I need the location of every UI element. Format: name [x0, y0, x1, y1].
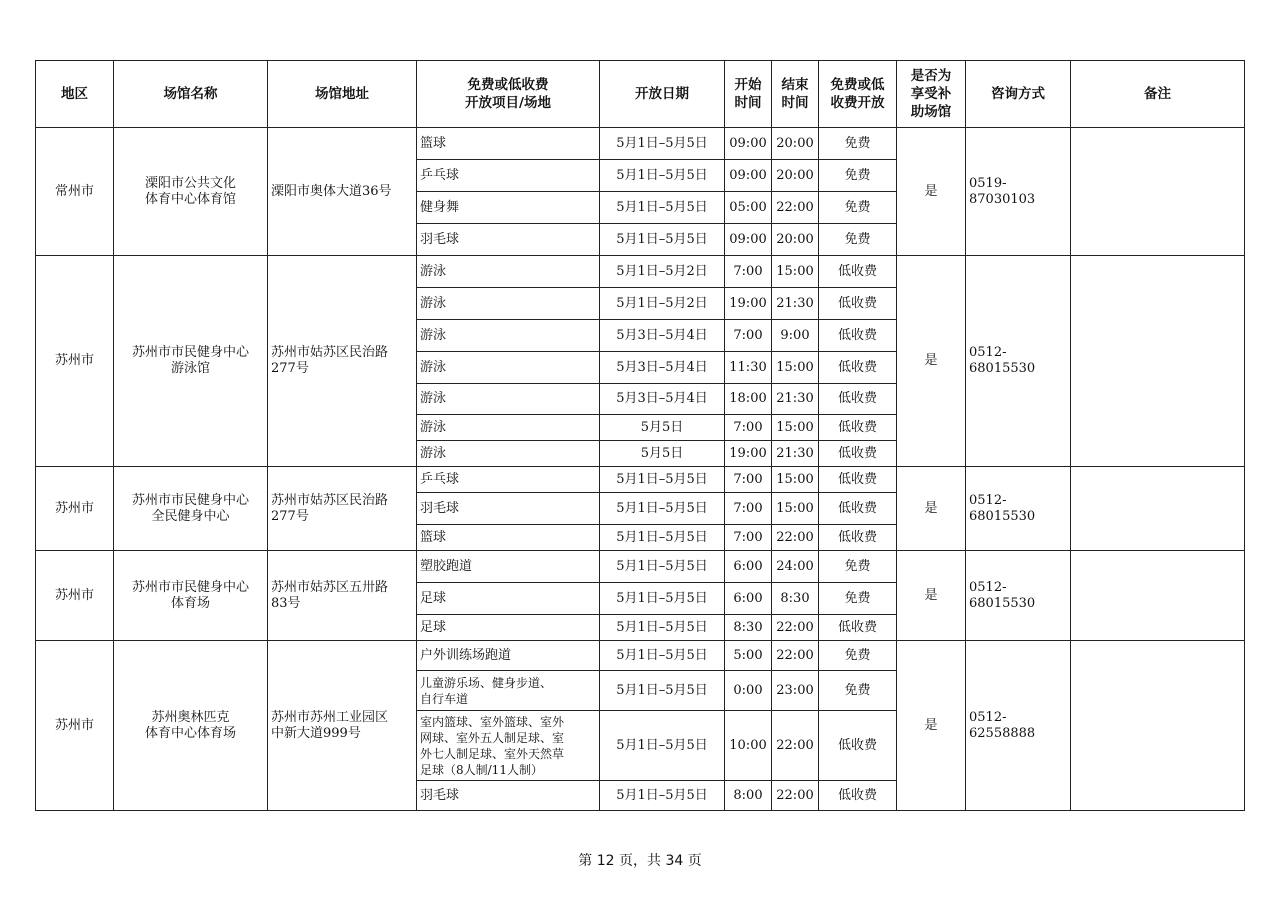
note-cell — [1071, 641, 1245, 811]
date-cell: 5月1日–5月2日 — [600, 288, 725, 320]
start-time-cell: 18:00 — [725, 384, 772, 415]
venue-address-cell: 苏州市苏州工业园区 中新大道999号 — [268, 641, 417, 811]
item-cell: 足球 — [417, 615, 600, 641]
end-time-cell: 22:00 — [772, 641, 819, 671]
subsidized-cell: 是 — [897, 641, 966, 811]
date-cell: 5月1日–5月5日 — [600, 641, 725, 671]
header-start: 开始 时间 — [725, 61, 772, 128]
contact-cell: 0512-68015530 — [966, 256, 1071, 467]
header-address: 场馆地址 — [268, 61, 417, 128]
end-time-cell: 20:00 — [772, 224, 819, 256]
fee-type-cell: 免费 — [819, 583, 897, 615]
fee-type-cell: 低收费 — [819, 384, 897, 415]
header-contact: 咨询方式 — [966, 61, 1071, 128]
item-cell: 羽毛球 — [417, 224, 600, 256]
end-time-cell: 23:00 — [772, 671, 819, 711]
start-time-cell: 5:00 — [725, 641, 772, 671]
subsidized-cell: 是 — [897, 467, 966, 551]
note-cell — [1071, 256, 1245, 467]
table-row — [36, 128, 1245, 160]
item-cell: 游泳 — [417, 415, 600, 441]
venue-address-cell: 苏州市姑苏区民治路 277号 — [268, 467, 417, 551]
item-cell: 室内篮球、室外篮球、室外 网球、室外五人制足球、室 外七人制足球、室外天然草 足球（8人制/11人制） — [417, 711, 600, 781]
venue-name-cell: 苏州市市民健身中心 全民健身中心 — [114, 467, 268, 551]
fee-type-cell: 低收费 — [819, 415, 897, 441]
item-cell: 乒乓球 — [417, 160, 600, 192]
date-cell: 5月1日–5月5日 — [600, 525, 725, 551]
start-time-cell: 10:00 — [725, 711, 772, 781]
start-time-cell: 7:00 — [725, 525, 772, 551]
header-region: 地区 — [36, 61, 114, 128]
fee-type-cell: 低收费 — [819, 256, 897, 288]
end-time-cell: 15:00 — [772, 352, 819, 384]
end-time-cell: 22:00 — [772, 192, 819, 224]
header-row — [36, 61, 1245, 128]
region-cell: 苏州市 — [36, 256, 114, 467]
subsidized-cell: 是 — [897, 128, 966, 256]
date-cell: 5月1日–5月5日 — [600, 781, 725, 811]
header-fee: 免费或低 收费开放 — [819, 61, 897, 128]
page-footer: 第 12 页，共 34 页 — [578, 853, 702, 869]
header-item: 免费或低收费 开放项目/场地 — [417, 61, 600, 128]
venue-table — [35, 60, 1245, 811]
venue-name-cell: 苏州奥林匹克 体育中心体育场 — [114, 641, 268, 811]
region-cell: 苏州市 — [36, 551, 114, 641]
end-time-cell: 8:30 — [772, 583, 819, 615]
start-time-cell: 05:00 — [725, 192, 772, 224]
start-time-cell: 7:00 — [725, 467, 772, 493]
fee-type-cell: 免费 — [819, 551, 897, 583]
region-cell: 苏州市 — [36, 467, 114, 551]
contact-cell: 0519-87030103 — [966, 128, 1071, 256]
start-time-cell: 19:00 — [725, 288, 772, 320]
header-note: 备注 — [1071, 61, 1245, 128]
date-cell: 5月1日–5月2日 — [600, 256, 725, 288]
note-cell — [1071, 467, 1245, 551]
venue-address-cell: 苏州市姑苏区五卅路 83号 — [268, 551, 417, 641]
item-cell: 健身舞 — [417, 192, 600, 224]
table-row — [36, 467, 1245, 493]
end-time-cell: 20:00 — [772, 128, 819, 160]
item-cell: 游泳 — [417, 441, 600, 467]
end-time-cell: 15:00 — [772, 467, 819, 493]
date-cell: 5月3日–5月4日 — [600, 320, 725, 352]
date-cell: 5月1日–5月5日 — [600, 128, 725, 160]
fee-type-cell: 低收费 — [819, 615, 897, 641]
start-time-cell: 7:00 — [725, 493, 772, 525]
venue-name-cell: 溧阳市公共文化 体育中心体育馆 — [114, 128, 268, 256]
item-cell: 羽毛球 — [417, 781, 600, 811]
end-time-cell: 22:00 — [772, 525, 819, 551]
start-time-cell: 11:30 — [725, 352, 772, 384]
header-subsidized: 是否为 享受补 助场馆 — [897, 61, 966, 128]
item-cell: 儿童游乐场、健身步道、 自行车道 — [417, 671, 600, 711]
date-cell: 5月1日–5月5日 — [600, 192, 725, 224]
fee-type-cell: 低收费 — [819, 525, 897, 551]
item-cell: 篮球 — [417, 525, 600, 551]
fee-type-cell: 低收费 — [819, 441, 897, 467]
date-cell: 5月5日 — [600, 441, 725, 467]
item-cell: 塑胶跑道 — [417, 551, 600, 583]
item-cell: 游泳 — [417, 288, 600, 320]
date-cell: 5月1日–5月5日 — [600, 551, 725, 583]
end-time-cell: 24:00 — [772, 551, 819, 583]
note-cell — [1071, 551, 1245, 641]
start-time-cell: 09:00 — [725, 160, 772, 192]
contact-cell: 0512-68015530 — [966, 467, 1071, 551]
fee-type-cell: 低收费 — [819, 288, 897, 320]
venue-name-cell: 苏州市市民健身中心 体育场 — [114, 551, 268, 641]
contact-cell: 0512-68015530 — [966, 551, 1071, 641]
table-row — [36, 551, 1245, 583]
item-cell: 篮球 — [417, 128, 600, 160]
end-time-cell: 9:00 — [772, 320, 819, 352]
end-time-cell: 21:30 — [772, 384, 819, 415]
start-time-cell: 7:00 — [725, 320, 772, 352]
date-cell: 5月1日–5月5日 — [600, 711, 725, 781]
date-cell: 5月1日–5月5日 — [600, 493, 725, 525]
item-cell: 游泳 — [417, 256, 600, 288]
date-cell: 5月3日–5月4日 — [600, 352, 725, 384]
end-time-cell: 22:00 — [772, 615, 819, 641]
item-cell: 游泳 — [417, 352, 600, 384]
start-time-cell: 09:00 — [725, 224, 772, 256]
note-cell — [1071, 128, 1245, 256]
start-time-cell: 0:00 — [725, 671, 772, 711]
item-cell: 足球 — [417, 583, 600, 615]
date-cell: 5月1日–5月5日 — [600, 224, 725, 256]
venue-address-cell: 溧阳市奥体大道36号 — [268, 128, 417, 256]
header-venue: 场馆名称 — [114, 61, 268, 128]
region-cell: 常州市 — [36, 128, 114, 256]
header-end: 结束 时间 — [772, 61, 819, 128]
end-time-cell: 20:00 — [772, 160, 819, 192]
fee-type-cell: 免费 — [819, 192, 897, 224]
item-cell: 羽毛球 — [417, 493, 600, 525]
end-time-cell: 22:00 — [772, 711, 819, 781]
date-cell: 5月5日 — [600, 415, 725, 441]
start-time-cell: 8:00 — [725, 781, 772, 811]
item-cell: 游泳 — [417, 384, 600, 415]
start-time-cell: 7:00 — [725, 256, 772, 288]
subsidized-cell: 是 — [897, 256, 966, 467]
start-time-cell: 6:00 — [725, 583, 772, 615]
end-time-cell: 21:30 — [772, 288, 819, 320]
fee-type-cell: 低收费 — [819, 352, 897, 384]
end-time-cell: 22:00 — [772, 781, 819, 811]
fee-type-cell: 低收费 — [819, 711, 897, 781]
end-time-cell: 15:00 — [772, 415, 819, 441]
table-row — [36, 641, 1245, 671]
item-cell: 户外训练场跑道 — [417, 641, 600, 671]
start-time-cell: 19:00 — [725, 441, 772, 467]
start-time-cell: 7:00 — [725, 415, 772, 441]
date-cell: 5月1日–5月5日 — [600, 671, 725, 711]
start-time-cell: 09:00 — [725, 128, 772, 160]
date-cell: 5月1日–5月5日 — [600, 160, 725, 192]
fee-type-cell: 免费 — [819, 128, 897, 160]
fee-type-cell: 免费 — [819, 160, 897, 192]
item-cell: 游泳 — [417, 320, 600, 352]
subsidized-cell: 是 — [897, 551, 966, 641]
end-time-cell: 15:00 — [772, 256, 819, 288]
venue-name-cell: 苏州市市民健身中心 游泳馆 — [114, 256, 268, 467]
fee-type-cell: 低收费 — [819, 320, 897, 352]
fee-type-cell: 免费 — [819, 224, 897, 256]
header-date: 开放日期 — [600, 61, 725, 128]
end-time-cell: 15:00 — [772, 493, 819, 525]
fee-type-cell: 低收费 — [819, 493, 897, 525]
fee-type-cell: 低收费 — [819, 781, 897, 811]
fee-type-cell: 免费 — [819, 641, 897, 671]
date-cell: 5月3日–5月4日 — [600, 384, 725, 415]
start-time-cell: 8:30 — [725, 615, 772, 641]
date-cell: 5月1日–5月5日 — [600, 615, 725, 641]
contact-cell: 0512-62558888 — [966, 641, 1071, 811]
end-time-cell: 21:30 — [772, 441, 819, 467]
start-time-cell: 6:00 — [725, 551, 772, 583]
fee-type-cell: 低收费 — [819, 467, 897, 493]
fee-type-cell: 免费 — [819, 671, 897, 711]
item-cell: 乒乓球 — [417, 467, 600, 493]
date-cell: 5月1日–5月5日 — [600, 583, 725, 615]
region-cell: 苏州市 — [36, 641, 114, 811]
table-row — [36, 256, 1245, 288]
venue-address-cell: 苏州市姑苏区民治路 277号 — [268, 256, 417, 467]
date-cell: 5月1日–5月5日 — [600, 467, 725, 493]
